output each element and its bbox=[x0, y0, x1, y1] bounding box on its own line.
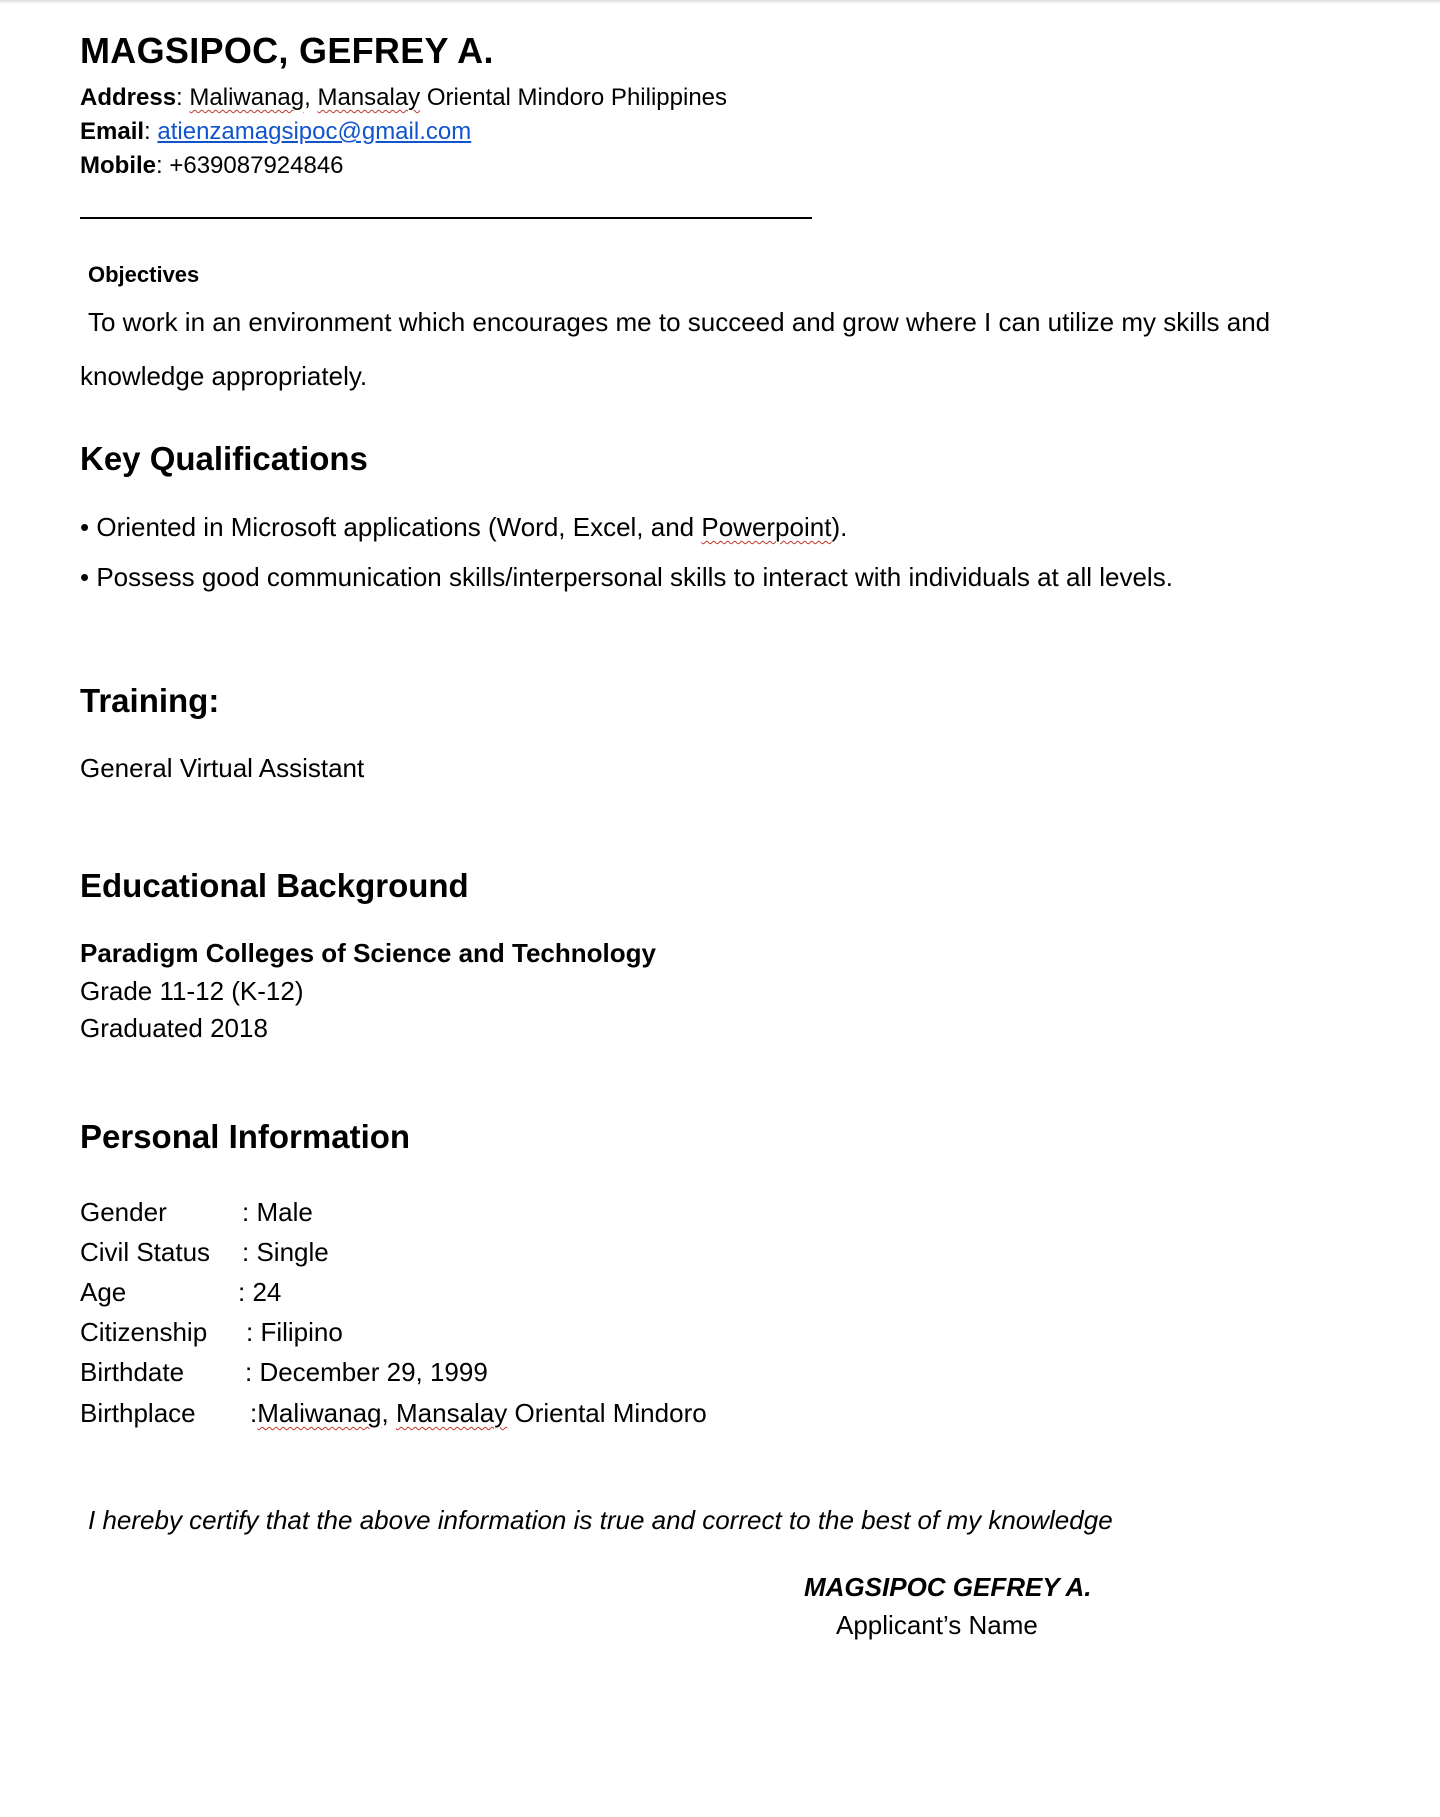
training-heading: Training: bbox=[80, 682, 220, 719]
personal-info-heading: Personal Information bbox=[80, 1118, 411, 1155]
address-separator: , bbox=[304, 84, 318, 111]
birthplace-colon: : bbox=[250, 1398, 258, 1428]
age-value: : 24 bbox=[238, 1277, 282, 1307]
qualification-item bbox=[80, 562, 1173, 593]
email-label: Email bbox=[80, 118, 145, 145]
address-line: Address: Maliwanag, Mansalay Oriental Mindoro Philippines bbox=[80, 84, 728, 111]
qualification-flagged-word: Powerpoint bbox=[701, 512, 832, 542]
certification-statement: I hereby certify that the above information is true and correct to the best of my knowledge bbox=[88, 1505, 1113, 1535]
page-top-shadow bbox=[0, 0, 1440, 4]
birthplace-label: Birthplace bbox=[80, 1398, 196, 1428]
address-municipality: Mansalay bbox=[317, 84, 421, 111]
email-line: Email: atienzamagsipoc@gmail.com bbox=[80, 118, 472, 145]
civil-status-label: Civil Status bbox=[80, 1237, 211, 1267]
mobile-label: Mobile bbox=[80, 152, 156, 179]
mobile-number: +639087924846 bbox=[169, 152, 344, 179]
qualification-text-start: Oriented in Microsoft applications (Word, Excel, and bbox=[96, 512, 702, 542]
header-divider bbox=[80, 217, 812, 219]
applicant-name: MAGSIPOC, GEFREY A. bbox=[80, 30, 494, 71]
school-name: Paradigm Colleges of Science and Technology bbox=[80, 938, 656, 968]
gender-value: : Male bbox=[242, 1197, 313, 1227]
training-item: General Virtual Assistant bbox=[80, 753, 365, 783]
birthdate-label: Birthdate bbox=[80, 1357, 185, 1387]
email-link[interactable]: atienzamagsipoc@gmail.com bbox=[157, 118, 472, 145]
grade-level: Grade 11-12 (K-12) bbox=[80, 976, 304, 1006]
graduation-year: Graduated 2018 bbox=[80, 1013, 268, 1043]
mobile-line: Mobile: +639087924846 bbox=[80, 152, 344, 179]
citizenship-label: Citizenship bbox=[80, 1317, 208, 1347]
objectives-heading: Objectives bbox=[88, 262, 200, 287]
education-heading: Educational Background bbox=[80, 867, 469, 904]
qualification-text-end: ). bbox=[831, 512, 848, 542]
citizenship-value: : Filipino bbox=[246, 1317, 343, 1347]
signatory-name: MAGSIPOC GEFREY A. bbox=[804, 1572, 1092, 1602]
signatory-caption: Applicant’s Name bbox=[836, 1610, 1038, 1640]
qualification-text: Possess good communication skills/interpersonal skills to interact with individuals at all levels. bbox=[96, 562, 1173, 592]
address-town: Maliwanag bbox=[189, 84, 305, 111]
birthplace-rest: Oriental Mindoro bbox=[507, 1398, 707, 1428]
bullet: • bbox=[80, 562, 90, 592]
gender-label: Gender bbox=[80, 1197, 167, 1227]
civil-status-value: : Single bbox=[242, 1237, 329, 1267]
birthplace-town: Maliwanag bbox=[257, 1398, 382, 1428]
birthplace-separator: , bbox=[381, 1398, 396, 1428]
address-label: Address bbox=[80, 84, 177, 111]
birthplace-municipality: Mansalay bbox=[395, 1398, 508, 1428]
qualification-item bbox=[80, 512, 847, 543]
birthdate-value: : December 29, 1999 bbox=[245, 1357, 488, 1387]
key-qualifications-heading: Key Qualifications bbox=[80, 440, 368, 477]
objectives-text: To work in an environment which encourages me to succeed and grow where I can utilize my skills and knowledge appropriately. bbox=[80, 307, 1271, 391]
bullet: • bbox=[80, 512, 90, 542]
address-rest: Oriental Mindoro Philippines bbox=[420, 84, 728, 111]
birthplace-value bbox=[250, 1398, 707, 1429]
age-label: Age bbox=[80, 1277, 127, 1307]
